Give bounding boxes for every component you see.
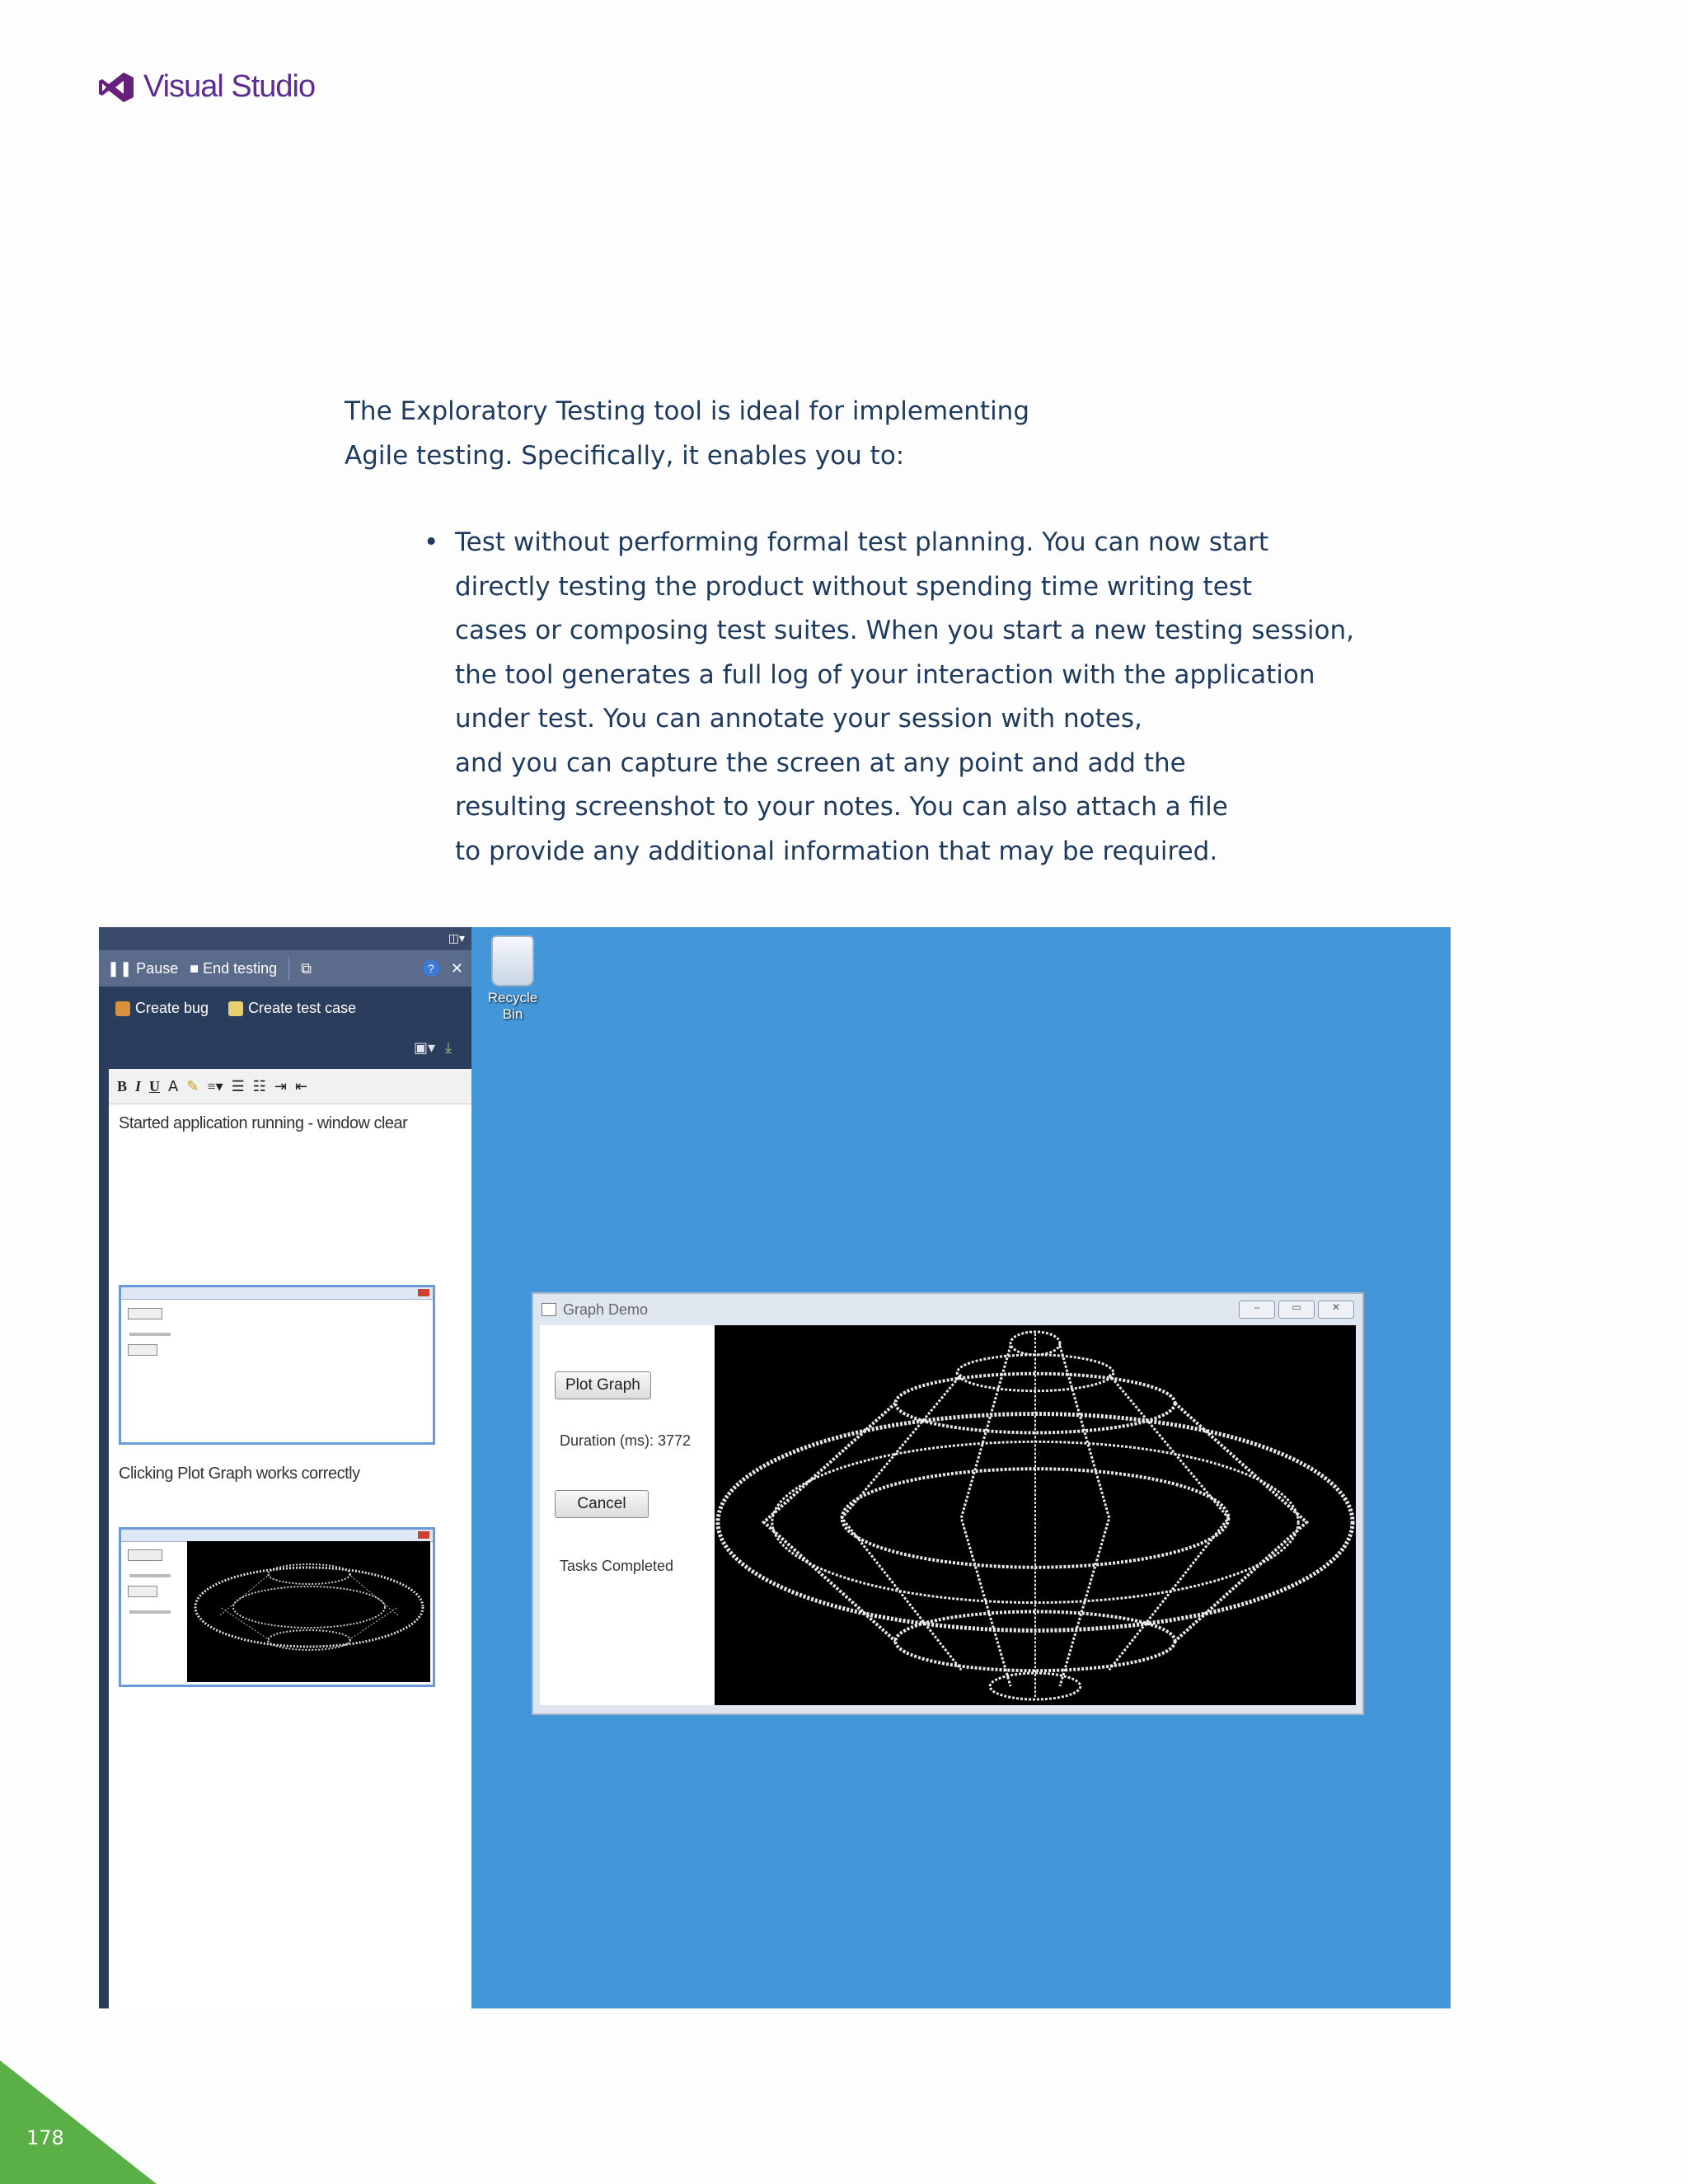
bullet-list-icon[interactable]: ☰ bbox=[231, 1077, 245, 1094]
bullet-line: and you can capture the screen at any point and add the bbox=[455, 748, 1186, 778]
capture-toolbar bbox=[99, 1029, 471, 1066]
thumbnail-button bbox=[128, 1549, 162, 1561]
bullet-line: resulting screenshot to your notes. You can also attach a file bbox=[455, 792, 1228, 822]
format-toolbar bbox=[109, 1069, 471, 1104]
font-color-icon[interactable]: A bbox=[168, 1077, 179, 1095]
bullet-line: Test without performing formal test planning. You can now start bbox=[455, 527, 1269, 557]
thumbnail-text bbox=[129, 1333, 171, 1336]
create-test-case-label: Create test case bbox=[248, 999, 357, 1016]
thumbnail-button bbox=[128, 1308, 162, 1319]
create-bug-button[interactable] bbox=[115, 1000, 209, 1017]
note-entry-2: Clicking Plot Graph works correctly bbox=[119, 1465, 360, 1483]
visual-studio-logo bbox=[99, 69, 315, 105]
intro-line: Agile testing. Specifically, it enables you to: bbox=[345, 441, 905, 471]
highlight-icon[interactable]: ✎ bbox=[186, 1077, 199, 1094]
outdent-icon[interactable]: ⇤ bbox=[295, 1077, 308, 1094]
visual-studio-icon bbox=[99, 71, 135, 104]
indent-icon[interactable]: ⇥ bbox=[274, 1077, 288, 1094]
window-app-icon bbox=[542, 1303, 556, 1316]
cancel-button[interactable]: Cancel bbox=[555, 1490, 649, 1518]
session-toolbar bbox=[99, 950, 471, 987]
embedded-screenshot bbox=[99, 927, 1451, 2008]
3d-wireframe-graph bbox=[715, 1325, 1356, 1705]
italic-button[interactable]: I bbox=[135, 1077, 142, 1094]
intro-paragraph bbox=[345, 389, 1169, 478]
bullet-line: cases or composing test suites. When you start a new testing session, bbox=[455, 616, 1354, 645]
bullet-line: the tool generates a full log of your interaction with the application bbox=[455, 659, 1315, 690]
brand-name: Visual Studio bbox=[143, 69, 316, 104]
recycle-bin-label: Recycle Bin bbox=[487, 990, 538, 1022]
bold-button[interactable]: B bbox=[117, 1077, 128, 1094]
pause-icon: ❚❚ bbox=[107, 959, 137, 977]
note-entry-1: Started application running - window clear bbox=[119, 1114, 408, 1132]
pause-label: Pause bbox=[136, 959, 179, 977]
notes-editor[interactable] bbox=[109, 1069, 471, 2008]
thumbnail-graph bbox=[187, 1541, 430, 1682]
screenshot-capture-icon[interactable]: ▣▾ bbox=[413, 1038, 436, 1057]
thumbnail-button bbox=[128, 1344, 157, 1356]
help-icon[interactable]: ? bbox=[423, 960, 439, 977]
toolbar-divider bbox=[288, 957, 289, 980]
test-case-icon bbox=[228, 1001, 243, 1016]
status-label: Tasks Completed bbox=[560, 1558, 674, 1574]
underline-button[interactable]: U bbox=[149, 1077, 161, 1094]
note-screenshot-thumbnail-2[interactable] bbox=[119, 1527, 435, 1687]
bug-icon bbox=[115, 1001, 130, 1016]
graph-demo-window bbox=[532, 1292, 1364, 1715]
note-screenshot-thumbnail-1[interactable] bbox=[119, 1285, 435, 1445]
controls-column bbox=[540, 1325, 713, 1705]
intro-line: The Exploratory Testing tool is ideal for implementing bbox=[345, 396, 1030, 426]
bullet-line: to provide any additional information that may be required. bbox=[455, 836, 1218, 866]
window-close-button[interactable]: ✕ bbox=[1318, 1301, 1354, 1319]
panel-top-strip bbox=[99, 927, 471, 950]
window-titlebar bbox=[533, 1294, 1362, 1325]
bullet-item bbox=[412, 521, 1401, 874]
page-corner-accent bbox=[0, 2060, 157, 2184]
thumbnail-text bbox=[129, 1610, 171, 1614]
plot-graph-button[interactable]: Plot Graph bbox=[555, 1371, 651, 1399]
thumbnail-button bbox=[128, 1586, 157, 1597]
align-icon[interactable]: ≡▾ bbox=[207, 1077, 223, 1094]
close-icon[interactable]: ✕ bbox=[450, 959, 463, 977]
create-test-case-button[interactable] bbox=[228, 1000, 356, 1017]
duration-label: Duration (ms): 3772 bbox=[560, 1432, 692, 1449]
end-testing-label: End testing bbox=[203, 959, 278, 977]
create-bug-label: Create bug bbox=[135, 999, 209, 1016]
thumbnail-text bbox=[129, 1574, 171, 1577]
pause-button[interactable] bbox=[107, 960, 178, 977]
window-client-area bbox=[540, 1325, 1356, 1705]
graph-plot-area bbox=[715, 1325, 1356, 1705]
exploratory-testing-panel bbox=[99, 927, 471, 2008]
bullet-line: directly testing the product without spending time writing test bbox=[455, 571, 1253, 602]
bullet-dot: • bbox=[424, 527, 439, 557]
bullet-line: under test. You can annotate your session with notes, bbox=[455, 704, 1142, 733]
switch-window-icon[interactable]: ⧉ bbox=[301, 959, 312, 977]
bullet-list bbox=[412, 521, 1401, 874]
numbered-list-icon[interactable]: ☷ bbox=[252, 1077, 266, 1094]
thumbnail-titlebar bbox=[121, 1287, 433, 1300]
recycle-bin-desktop-icon[interactable] bbox=[480, 935, 546, 1023]
attach-file-icon[interactable]: ⤓ bbox=[445, 1038, 452, 1057]
minimize-button[interactable]: – bbox=[1239, 1301, 1275, 1319]
stop-icon: ■ bbox=[190, 959, 204, 977]
recycle-bin-icon bbox=[491, 935, 534, 987]
dock-layout-icon[interactable]: ◫▾ bbox=[448, 932, 465, 945]
end-testing-button[interactable] bbox=[190, 960, 277, 977]
page-number: 178 bbox=[26, 2126, 64, 2149]
maximize-button[interactable]: ▭ bbox=[1278, 1301, 1315, 1319]
actions-toolbar bbox=[99, 987, 471, 1029]
window-title: Graph Demo bbox=[563, 1301, 649, 1318]
thumbnail-titlebar bbox=[121, 1530, 433, 1542]
